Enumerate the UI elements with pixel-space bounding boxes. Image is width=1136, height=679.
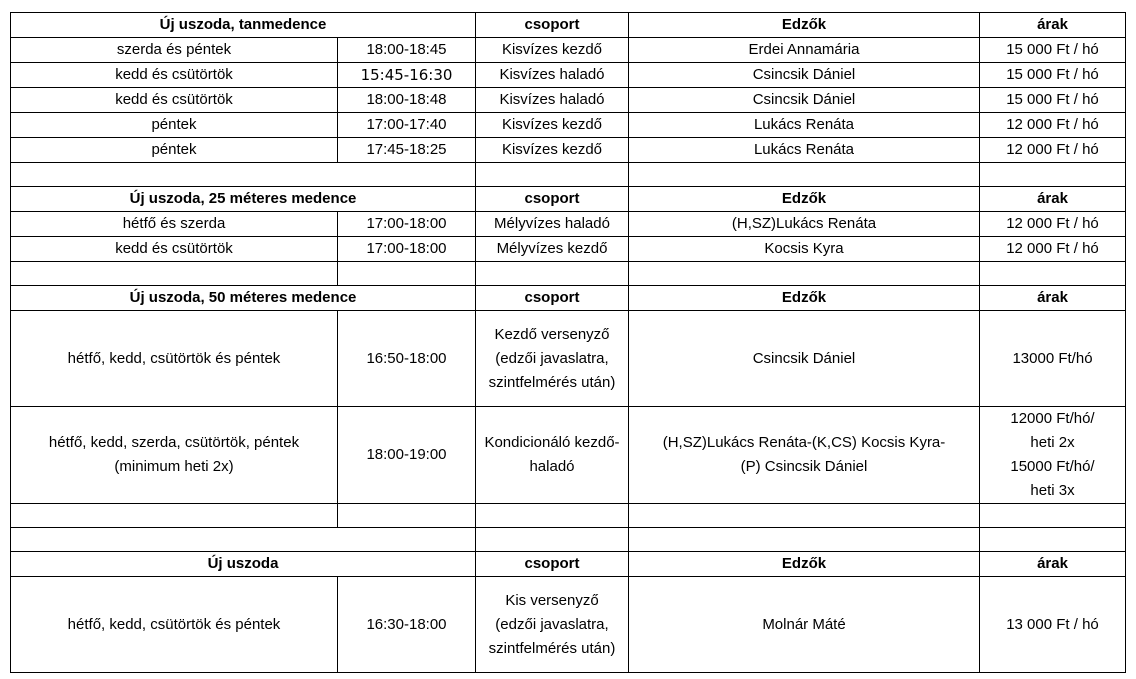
price-line: heti 3x [1030,482,1075,499]
price-cell: 12 000 Ft / hó [980,113,1126,138]
group-line: Kezdő versenyző [494,325,610,343]
days-cell [11,407,338,504]
empty-cell [338,504,476,528]
price-cell [980,407,1126,504]
empty-row [11,528,1126,552]
coach-cell [629,577,980,673]
time-cell: 18:00-18:45 [338,38,476,63]
group-line: Kis versenyző [505,591,599,609]
empty-cell [11,504,338,528]
empty-cell [11,528,476,552]
coach-cell: Lukács Renáta [629,138,980,163]
group-cell: Kisvízes kezdő [476,113,629,138]
price-line: 12000 Ft/hó/ [1010,410,1095,427]
days-cell: kedd és csütörtök [11,63,338,88]
time-cell: 17:00-18:00 [338,212,476,237]
coach-cell: Erdei Annamária [629,38,980,63]
group-cell: Kisvízes kezdő [476,38,629,63]
coach-line: (P) Csincsik Dániel [740,458,868,475]
empty-cell [629,504,980,528]
empty-row [11,163,1126,187]
empty-cell [476,504,629,528]
time-cell: 17:45-18:25 [338,138,476,163]
time-cell: 15:45-16:30 [338,63,476,88]
price-cell: 15 000 Ft / hó [980,63,1126,88]
group-line: (edzői javaslatra, [495,615,609,633]
section-title: Új uszoda, tanmedence [11,13,476,38]
table-row [11,63,1126,88]
table-row [11,212,1126,237]
group-cell: Mélyvízes kezdő [476,237,629,262]
empty-cell [476,163,629,187]
schedule-table [10,12,1126,673]
section-title: Új uszoda, 50 méteres medence [11,286,476,311]
days-line: (minimum heti 2x) [114,458,234,475]
time-cell: 16:30-18:00 [338,577,476,673]
column-header-group: csoport [476,13,629,38]
section-header [11,286,1126,311]
coach-line: (H,SZ)Lukács Renáta-(K,CS) Kocsis Kyra- [662,434,946,451]
time-cell: 18:00-18:48 [338,88,476,113]
column-header-coaches: Edzők [629,187,980,212]
group-cell: Kisvízes haladó [476,63,629,88]
price-line: 13 000 Ft / hó [1006,615,1099,633]
column-header-prices: árak [980,13,1126,38]
coach-cell: Csincsik Dániel [629,88,980,113]
empty-cell [476,262,629,286]
coach-cell [629,407,980,504]
section-header [11,187,1126,212]
days-cell [11,311,338,407]
table-row [11,577,1126,673]
coach-cell: Csincsik Dániel [629,63,980,88]
days-line: hétfő, kedd, csütörtök és péntek [67,349,281,367]
group-cell: Mélyvízes haladó [476,212,629,237]
group-line: szintfelmérés után) [488,639,616,657]
coach-cell: (H,SZ)Lukács Renáta [629,212,980,237]
coach-line: Csincsik Dániel [752,349,856,367]
empty-cell [629,528,980,552]
table-row [11,88,1126,113]
column-header-coaches: Edzők [629,286,980,311]
group-line: haladó [529,458,575,475]
price-line: 13000 Ft/hó [1012,349,1093,367]
time-cell: 17:00-18:00 [338,237,476,262]
days-cell: szerda és péntek [11,38,338,63]
days-cell: kedd és csütörtök [11,88,338,113]
price-cell: 15 000 Ft / hó [980,38,1126,63]
group-line: (edzői javaslatra, [495,349,609,367]
empty-row [11,262,1126,286]
coach-line: Molnár Máté [762,615,846,633]
empty-cell [629,262,980,286]
section-header [11,13,1126,38]
days-cell: péntek [11,113,338,138]
coach-cell: Kocsis Kyra [629,237,980,262]
coach-cell [629,311,980,407]
column-header-group: csoport [476,187,629,212]
empty-cell [338,262,476,286]
price-line: heti 2x [1030,434,1075,451]
table-row [11,38,1126,63]
price-cell: 12 000 Ft / hó [980,237,1126,262]
section-title: Új uszoda [11,552,476,577]
group-cell: Kisvízes haladó [476,88,629,113]
column-header-prices: árak [980,187,1126,212]
empty-cell [476,528,629,552]
column-header-coaches: Edzők [629,13,980,38]
price-cell [980,577,1126,673]
price-cell: 15 000 Ft / hó [980,88,1126,113]
empty-cell [11,262,338,286]
group-cell [476,311,629,407]
empty-cell [980,262,1126,286]
empty-cell [980,528,1126,552]
time-cell: 18:00-19:00 [338,407,476,504]
group-line: Kondicionáló kezdő- [484,434,620,451]
group-cell [476,407,629,504]
empty-cell [629,163,980,187]
empty-cell [980,504,1126,528]
price-cell: 12 000 Ft / hó [980,212,1126,237]
coach-cell: Lukács Renáta [629,113,980,138]
table-row [11,407,1126,504]
empty-cell [11,163,476,187]
days-line: hétfő, kedd, csütörtök és péntek [67,615,281,633]
time-cell: 17:00-17:40 [338,113,476,138]
price-line: 15000 Ft/hó/ [1010,458,1095,475]
days-cell: hétfő és szerda [11,212,338,237]
table-row [11,311,1126,407]
column-header-group: csoport [476,552,629,577]
section-header [11,552,1126,577]
days-cell [11,577,338,673]
column-header-prices: árak [980,552,1126,577]
group-line: szintfelmérés után) [488,373,616,391]
empty-row [11,504,1126,528]
section-title: Új uszoda, 25 méteres medence [11,187,476,212]
table-row [11,138,1126,163]
days-cell: kedd és csütörtök [11,237,338,262]
price-cell: 12 000 Ft / hó [980,138,1126,163]
column-header-coaches: Edzők [629,552,980,577]
empty-cell [980,163,1126,187]
group-cell: Kisvízes kezdő [476,138,629,163]
table-row [11,113,1126,138]
group-cell [476,577,629,673]
column-header-group: csoport [476,286,629,311]
price-cell [980,311,1126,407]
time-cell: 16:50-18:00 [338,311,476,407]
days-line: hétfő, kedd, szerda, csütörtök, péntek [48,434,300,451]
days-cell: péntek [11,138,338,163]
column-header-prices: árak [980,286,1126,311]
table-row [11,237,1126,262]
